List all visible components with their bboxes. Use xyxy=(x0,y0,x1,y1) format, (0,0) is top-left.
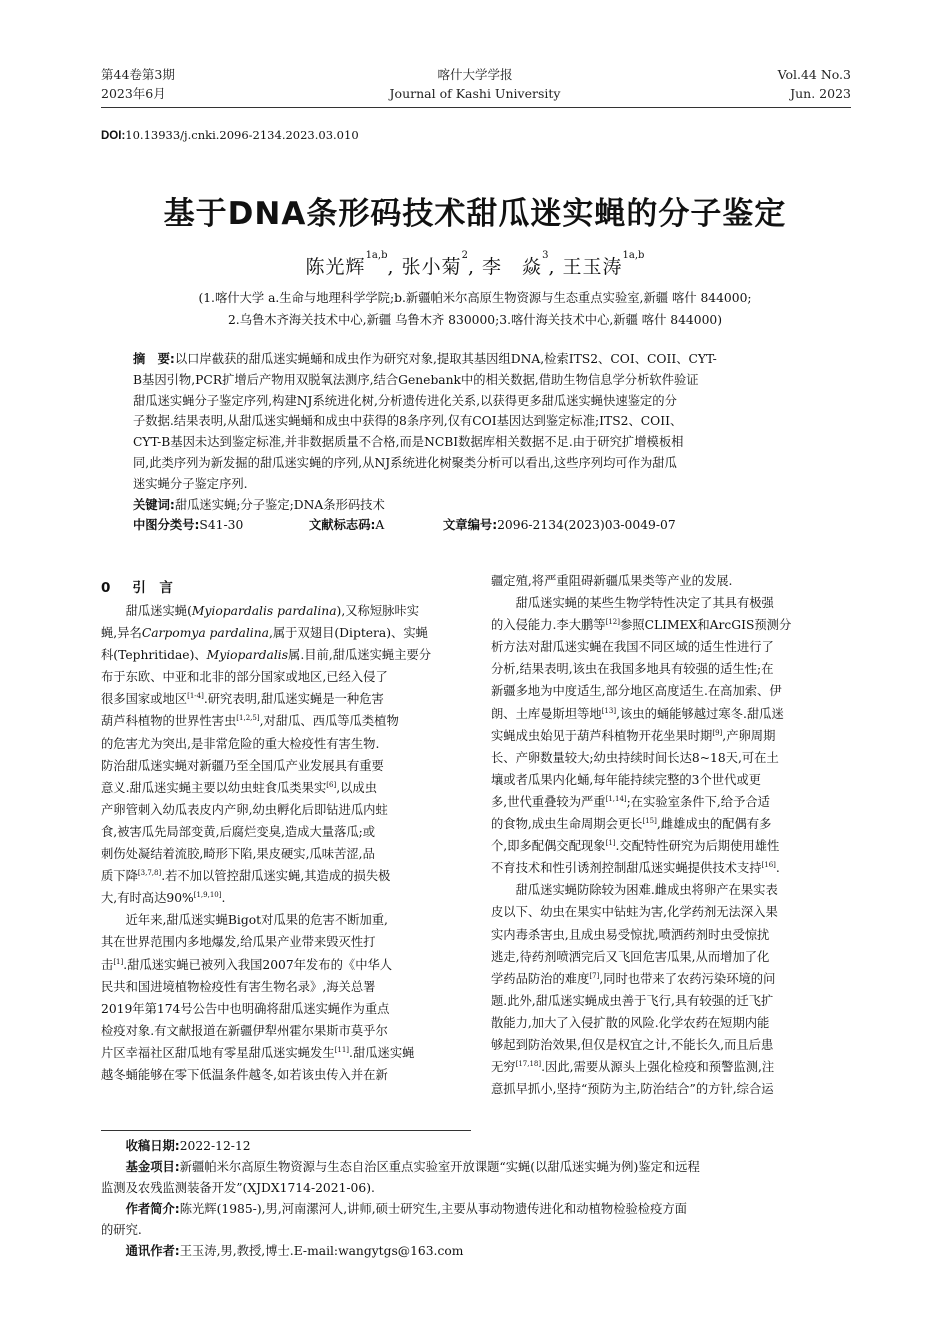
text-line: 刺伤处凝结着流胶,畸形下陷,果皮硬实,瓜味苦涩,品 xyxy=(101,847,375,862)
doc-code-value: A xyxy=(375,518,385,533)
abstract-line: 同,此类序列为新发掘的甜瓜迷实蝇的序列,从NJ系统进化树聚类分析可以看出,这些序列均可作为甜瓜 xyxy=(133,455,677,470)
doc-code-label: 文献标志码: xyxy=(309,518,376,533)
fund-text: 新疆帕米尔高原生物资源与生态自治区重点实验室开放课题“实蝇(以甜瓜迷实蝇为例)鉴定和远程 xyxy=(179,1160,700,1174)
header-right xyxy=(651,65,851,103)
text-line: 散能力,加大了入侵扩散的风险.化学农药在短期内能 xyxy=(491,1015,770,1030)
text-line: 很多国家或地区[1-4].研究表明,甜瓜迷实蝇是一种危害 xyxy=(101,692,384,707)
corresponding-author xyxy=(101,1241,851,1262)
text-line: 甜瓜迷实蝇(Myiopardalis pardalina),又称短脉咔实 xyxy=(125,604,420,618)
author-bio-text: 陈光辉(1985-),男,河南漯河人,讲师,硕士研究生,主要从事动物遗传进化和动植物检验检疫方面 xyxy=(179,1202,687,1216)
text-line: 意义.甜瓜迷实蝇主要以幼虫蛀食瓜类果实[6],以成虫 xyxy=(101,780,377,795)
text-line: 的入侵能力.李大鹏等[12]参照CLIMEX和ArcGIS预测分 xyxy=(491,618,792,633)
author-name: 陈光辉 xyxy=(305,256,366,278)
author-name: 王玉涛 xyxy=(562,256,623,278)
journal-name-en: Journal of Kashi University xyxy=(389,86,561,101)
text-line: 防治甜瓜迷实蝇对新疆乃至全国瓜产业发展具有重要 xyxy=(101,758,384,773)
text-line: 分析,结果表明,该虫在我国多地具有较强的适生性;在 xyxy=(491,662,774,677)
text-line: 壤或者瓜果内化蛹,每年能持续完整的3个世代或更 xyxy=(491,772,761,787)
author-bio-text: 的研究. xyxy=(101,1223,142,1237)
right-column xyxy=(491,570,851,1100)
journal-name-cn: 喀什大学学报 xyxy=(437,67,513,82)
abstract-label: 摘 要: xyxy=(133,352,175,366)
text-line: 击[1].甜瓜迷实蝇已被列入我国2007年发布的《中华人 xyxy=(101,957,393,972)
text-line: 甜瓜迷实蝇防除较为困难.雌成虫将卵产在果实表 xyxy=(515,883,778,898)
text-line: 甜瓜迷实蝇的某些生物学特性决定了其具有极强 xyxy=(515,596,774,611)
paragraph xyxy=(491,592,851,879)
text-line: 质下降[3,7,8].若不加以管控甜瓜迷实蝇,其造成的损失极 xyxy=(101,869,391,884)
article-number-label: 文章编号: xyxy=(443,518,498,533)
text-line: 大,有时高达90%[1,9,10]. xyxy=(101,891,226,906)
section-heading xyxy=(101,576,173,596)
corresponding-label: 通讯作者: xyxy=(125,1244,180,1258)
footnote-rule xyxy=(101,1130,471,1131)
text-line: 检疫对象.有文献报道在新疆伊犁州霍尔果斯市莫乎尔 xyxy=(101,1023,388,1038)
keywords-value: 甜瓜迷实蝇;分子鉴定;DNA条形码技术 xyxy=(174,497,385,512)
text-line: 不育技术和性引诱剂控制甜瓜迷实蝇提供技术支持[16]. xyxy=(491,861,780,876)
author-affil-mark: 1a,b xyxy=(365,250,388,261)
text-line: 学药品防治的难度[7],同时也带来了农药污染环境的问 xyxy=(491,971,776,986)
fund-text: 监测及农残监测装备开发”(XJDX1714-2021-06). xyxy=(101,1181,375,1195)
author-affil-mark: 1a,b xyxy=(622,250,645,261)
doi xyxy=(101,128,359,142)
doi-value: 10.13933/j.cnki.2096-2134.2023.03.010 xyxy=(125,128,359,142)
text-line: 个,即多配偶交配现象[1].交配特性研究为后期使用雄性 xyxy=(491,839,780,854)
abstract-line: 子数据.结果表明,从甜瓜迷实蝇蛹和成虫中获得的8条序列,仅有COI基因达到鉴定标准;ITS2、COII、 xyxy=(133,414,683,429)
text-line: 疆定殖,将严重阻碍新疆瓜果类等产业的发展. xyxy=(491,574,733,588)
abstract-line: CYT-B基因未达到鉴定标准,并非数据质量不合格,而是NCBI数据库相关数据不足.由于研究扩增模板相 xyxy=(133,435,684,450)
classification-row xyxy=(133,515,818,536)
clc-label: 中图分类号: xyxy=(133,518,200,533)
text-line: 实内毒杀害虫,且成虫易受惊扰,喷洒药剂时虫受惊扰 xyxy=(491,927,770,942)
text-line: 实蝇成虫始见于葫芦科植物开花坐果时期[9],产卵周期 xyxy=(491,728,776,743)
footnotes xyxy=(101,1136,851,1262)
author-name: 李 焱 xyxy=(482,256,543,278)
affiliation-line: 2.乌鲁木齐海关技术中心,新疆 乌鲁木齐 830000;3.喀什海关技术中心,新疆 喀什 844000) xyxy=(227,313,723,327)
header-rule xyxy=(101,107,851,108)
text-line: 析方法对甜瓜迷实蝇在我国不同区域的适生性进行了 xyxy=(491,640,774,655)
text-line: 多,世代重叠较为严重[1,14];在实验室条件下,给予合适 xyxy=(491,794,770,809)
received-value: 2022-12-12 xyxy=(179,1139,251,1153)
text-line: 蝇,异名Carpomya pardalina,属于双翅目(Diptera)、实蝇 xyxy=(101,626,428,641)
text-line: 的食物,成虫生命周期会更长[15],雌雄成虫的配偶有多 xyxy=(491,817,772,832)
paragraph xyxy=(101,600,461,909)
paragraph xyxy=(101,909,461,1086)
author-affil-mark: 2 xyxy=(461,250,468,261)
text-line: 越冬蛹能够在零下低温条件越冬,如若该虫传入并在新 xyxy=(101,1067,388,1082)
keywords xyxy=(133,495,818,516)
text-line: 片区幸福社区甜瓜地有零星甜瓜迷实蝇发生[11].甜瓜迷实蝇 xyxy=(101,1045,415,1060)
text-line: 食,被害瓜先局部变黄,后腐烂变臭,造成大量落瓜;或 xyxy=(101,824,376,839)
corresponding-text: 王玉涛,男,教授,博士.E-mail:wangytgs@163.com xyxy=(179,1244,464,1258)
text-line: 2019年第174号公告中也明确将甜瓜迷实蝇作为重点 xyxy=(101,1001,390,1016)
clc-value: S41-30 xyxy=(199,518,244,533)
abstract xyxy=(133,349,818,536)
text-line: 民共和国进境植物检疫性有害生物名录》,海关总署 xyxy=(101,979,376,994)
date-en: Jun. 2023 xyxy=(790,86,851,101)
text-line: 题.此外,甜瓜迷实蝇成虫善于飞行,具有较强的迁飞扩 xyxy=(491,993,774,1008)
text-line: 布于东欧、中亚和北非的部分国家或地区,已经入侵了 xyxy=(101,670,388,685)
fund-line xyxy=(101,1157,851,1178)
paper-title: 基于DNA条形码技术甜瓜迷实蝇的分子鉴定 xyxy=(163,196,787,232)
keywords-label: 关键词: xyxy=(133,497,175,512)
author-bio-label: 作者简介: xyxy=(125,1202,180,1216)
text-line: 产卵管刺入幼瓜表皮内产卵,幼虫孵化后即钻进瓜内蛀 xyxy=(101,802,388,817)
author-bio-line xyxy=(101,1199,851,1220)
text-line: 朗、土库曼斯坦等地[13],该虫的蛹能够越过寒冬.甜瓜迷 xyxy=(491,706,784,721)
text-line: 的危害尤为突出,是非常危险的重大检疫性有害生物. xyxy=(101,736,380,751)
section-number: 0 xyxy=(101,580,111,596)
text-line: 其在世界范围内多地爆发,给瓜果产业带来毁灭性打 xyxy=(101,935,376,950)
abstract-line: 甜瓜迷实蝇分子鉴定序列,构建NJ系统进化树,分析遗传进化关系,以获得更多甜瓜迷实蝇快速鉴定的分 xyxy=(133,393,677,408)
author-affil-mark: 3 xyxy=(542,250,549,261)
volume-en: Vol.44 No.3 xyxy=(777,67,851,82)
article-number-value: 2096-2134(2023)03-0049-07 xyxy=(497,518,676,533)
doi-label: DOI: xyxy=(101,130,126,142)
left-column xyxy=(101,600,461,1086)
received-label: 收稿日期: xyxy=(125,1139,180,1153)
text-line: 够起到防治效果,但仅是权宜之计,不能长久,而且后患 xyxy=(491,1037,774,1052)
author-list: 陈光辉$^{1a,b}$, 张小菊$^2$, 李 焱$^3$, 王玉涛$^{1a,b}$ xyxy=(305,250,645,278)
text-line: 葫芦科植物的世界性害虫[1,2,5],对甜瓜、西瓜等瓜类植物 xyxy=(101,714,399,729)
volume-issue: 第44卷第3期 xyxy=(101,67,175,82)
received-date xyxy=(101,1136,851,1157)
affiliation-line: (1.喀什大学 a.生命与地理科学学院;b.新疆帕米尔高原生物资源与生态重点实验室,新疆 喀什 844000; xyxy=(198,291,752,305)
paragraph xyxy=(491,879,851,1100)
header-left xyxy=(101,65,175,103)
text-line: 无穷[17,18].因此,需要从源头上强化检疫和预警监测,注 xyxy=(491,1060,775,1075)
text-line: 皮以下、幼虫在果实中钻蛀为害,化学药剂无法深入果 xyxy=(491,905,778,920)
abstract-line: 以口岸截获的甜瓜迷实蝇蛹和成虫作为研究对象,提取其基因组DNA,检索ITS2、COI、COII、CYT- xyxy=(174,352,717,366)
abstract-line: 迷实蝇分子鉴定序列. xyxy=(133,476,248,491)
text-line: 长、产卵数量较大;幼虫持续时间长达8~18天,可在土 xyxy=(491,750,779,765)
abstract-line: B基因引物,PCR扩增后产物用双脱氧法测序,结合Genebank中的相关数据,借助生物信息学分析软件验证 xyxy=(133,372,699,387)
issue-date: 2023年6月 xyxy=(101,86,166,101)
section-title: 引 言 xyxy=(132,580,173,596)
text-line: 新疆多地为中度适生,部分地区高度适生.在高加索、伊 xyxy=(491,684,782,699)
text-line: 意抓早抓小,坚持“预防为主,防治结合”的方针,综合运 xyxy=(491,1082,774,1097)
author-name: 张小菊 xyxy=(401,256,462,278)
text-line: 科(Tephritidae)、Myiopardalis属.目前,甜瓜迷实蝇主要分 xyxy=(101,648,432,663)
text-line: 近年来,甜瓜迷实蝇Bigot对瓜果的危害不断加重, xyxy=(125,913,388,928)
header-center xyxy=(325,65,625,103)
text-line: 逃走,待药剂喷洒完后又飞回危害瓜果,从而增加了化 xyxy=(491,949,770,964)
fund-label: 基金项目: xyxy=(125,1160,180,1174)
